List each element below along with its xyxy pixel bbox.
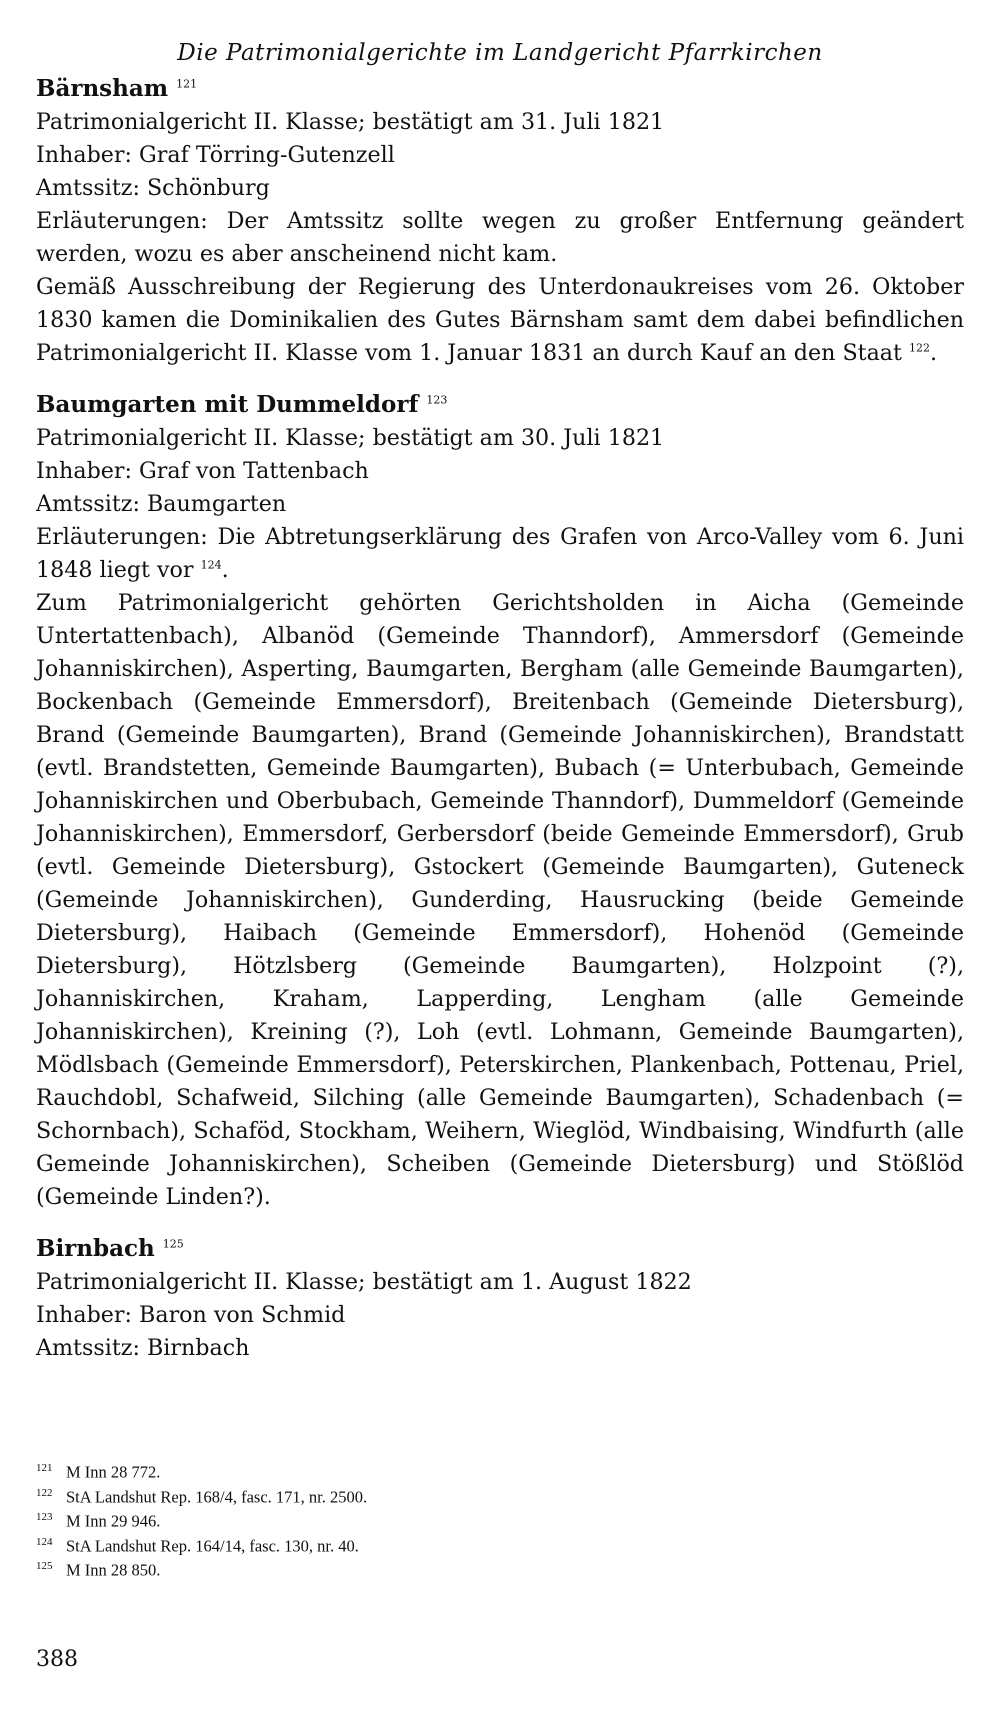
explanation-paragraph — [36, 521, 964, 587]
footnote-text: StA Landshut Rep. 164/14, fasc. 130, nr. 40. — [66, 1536, 359, 1555]
section-baernsham — [36, 72, 964, 370]
seat-line: Amtssitz: Schönburg — [36, 175, 270, 201]
section-heading — [36, 388, 964, 422]
seat-line: Amtssitz: Baumgarten — [36, 491, 287, 517]
footnote-ref[interactable]: 123 — [426, 393, 448, 407]
sale-paragraph — [36, 271, 964, 370]
sentence-end: . — [930, 340, 938, 366]
section-baumgarten — [36, 388, 964, 1214]
explanation-paragraph: Erläuterungen: Der Amtssitz sollte wegen zu großer Entfernung geändert werden, wozu es aber anscheinend nicht kam. — [36, 208, 964, 267]
footnote-number: 123 — [36, 1511, 53, 1523]
sentence-end: . — [221, 557, 229, 583]
seat-line: Amtssitz: Birnbach — [36, 1335, 250, 1361]
heading-text: Birnbach — [36, 1235, 155, 1262]
footnotes — [36, 1458, 964, 1581]
footnote-text: M Inn 28 772. — [66, 1462, 161, 1482]
explanation-text: Erläuterungen: Die Abtretungserklärung des Grafen von Arco-Valley vom 6. Juni 1848 liegt vor — [36, 524, 964, 583]
footnote-ref[interactable]: 124 — [200, 558, 222, 572]
footnote-ref[interactable]: 122 — [909, 341, 931, 355]
heading-text: Baumgarten mit Dummeldorf — [36, 391, 419, 418]
court-class-line: Patrimonialgericht II. Klasse; bestätigt am 31. Juli 1821 — [36, 109, 665, 135]
footnote — [36, 1483, 964, 1508]
page-number: 388 — [36, 1647, 78, 1672]
owner-line: Inhaber: Baron von Schmid — [36, 1302, 346, 1328]
footnote-number: 125 — [36, 1560, 53, 1572]
page-body — [36, 40, 964, 1383]
owner-line: Inhaber: Graf von Tattenbach — [36, 458, 369, 484]
footnote — [36, 1507, 964, 1532]
footnote-ref[interactable]: 121 — [176, 77, 198, 91]
owner-line: Inhaber: Graf Törring-Gutenzell — [36, 142, 395, 168]
section-heading — [36, 72, 964, 106]
footnote-number: 122 — [36, 1486, 53, 1499]
court-class-line: Patrimonialgericht II. Klasse; bestätigt am 30. Juli 1821 — [36, 425, 665, 451]
court-class-line: Patrimonialgericht II. Klasse; bestätigt am 1. August 1822 — [36, 1269, 692, 1295]
section-birnbach — [36, 1232, 964, 1365]
section-heading — [36, 1232, 964, 1266]
footnote-number: 121 — [36, 1462, 53, 1474]
footnote — [36, 1556, 964, 1581]
footnote — [36, 1458, 964, 1483]
heading-text: Bärnsham — [36, 75, 169, 102]
footnote-number: 124 — [36, 1535, 53, 1548]
sale-text: Gemäß Ausschreibung der Regierung des Unterdonaukreises vom 26. Oktober 1830 kamen die Dominikalien des Gutes Bärnsham samt dem dabei befindlichen Patrimonialgericht II. Klasse vom 1. Januar 1831 an durch Kauf an den Staat — [36, 274, 964, 366]
footnote-ref[interactable]: 125 — [162, 1237, 184, 1251]
running-head: Die Patrimonialgerichte im Landgericht Pfarrkirchen — [177, 40, 823, 66]
footnote-text: M Inn 28 850. — [66, 1560, 161, 1580]
footnote-text: StA Landshut Rep. 168/4, fasc. 171, nr. 2500. — [66, 1487, 368, 1506]
footnote — [36, 1532, 964, 1557]
holdings-paragraph: Zum Patrimonialgericht gehörten Gerichtsholden in Aicha (Gemeinde Untertattenbach), Albanöd (Gemeinde Thanndorf), Ammersdorf (Gemeinde Johanniskirchen), Asperting, Baumgarten, Bergham (alle Gemeinde Baumgarten), Bockenbach (Gemeinde Emmersdorf), Breitenbach (Gemeinde Dietersburg), Brand (Gemeinde Baumgarten), Brand (Gemeinde Johanniskirchen), Brandstatt (evtl. Brandstetten, Gemeinde Baumgarten), Bubach (= Unterbubach, Gemeinde Johanniskirchen und Oberbubach, Gemeinde Thanndorf), Dummeldorf (Gemeinde Johanniskirchen), Emmersdorf, Gerbersdorf (beide Gemeinde Emmersdorf), Grub (evtl. Gemeinde Dietersburg), Gstockert (Gemeinde Baumgarten), Guteneck (Gemeinde Johanniskirchen), Gunderding, Hausrucking (beide Gemeinde Dietersburg), Haibach (Gemeinde Emmersdorf), Hohenöd (Gemeinde Dietersburg), Hötzlsberg (Gemeinde Baumgarten), Holzpoint (?), Johanniskirchen, Kraham, Lapperding, Lengham (alle Gemeinde Johanniskirchen), Kreining (?), Loh (evtl. Lohmann, Gemeinde Baumgarten), Mödlsbach (Gemeinde Emmersdorf), Peterskirchen, Plankenbach, Pottenau, Priel, Rauchdobl, Schafweid, Silching (alle Gemeinde Baumgarten), Schadenbach (= Schornbach), Schaföd, Stockham, Weihern, Wieglöd, Windbaising, Windfurth (alle Gemeinde Johanniskirchen), Scheiben (Gemeinde Dietersburg) und Stößlöd (Gemeinde Linden?). — [36, 590, 964, 1210]
footnote-text: M Inn 29 946. — [66, 1511, 161, 1531]
